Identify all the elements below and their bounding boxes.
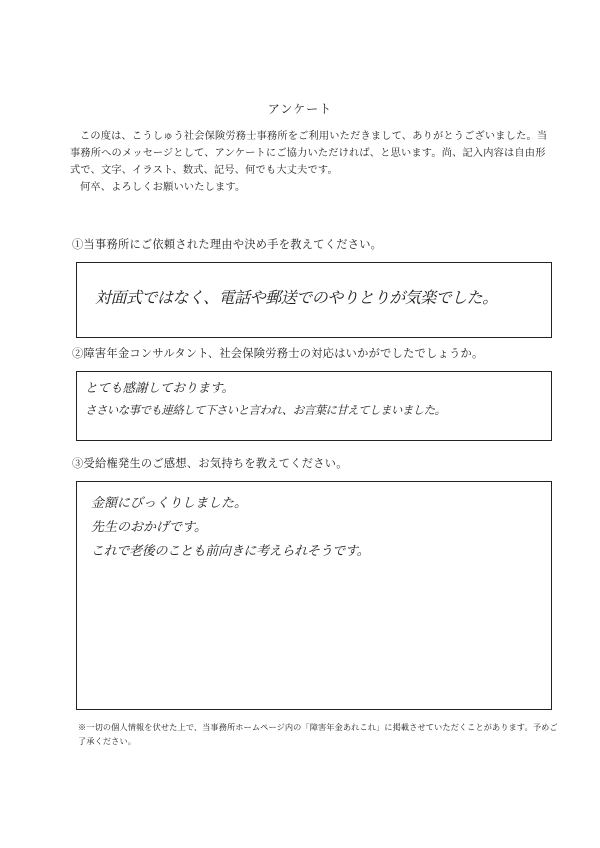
answer-2-line-1: とても感謝しております。 [85,380,235,395]
question-3-label: ③受給権発生のご感想、お気持ちを教えてください。 [72,457,348,470]
question-1-label: ①当事務所にご依頼された理由や決め手を教えてください。 [72,238,383,251]
answer-box-1 [76,262,552,338]
answer-box-3 [76,481,552,710]
intro-paragraph: この度は、こうしゅう社会保険労務士事務所をご利用いただきまして、ありがとうございました。当事務所へのメッセージとして、アンケートにご協力いただければ、と思います。尚、記入内容は自由形式で、文字、イラスト、数式、記号、何でも大丈夫です。 [70,131,548,176]
answer-3-line-1: 金額にびっくりしました。 [91,496,248,511]
survey-title: アンケート [267,102,333,116]
answer-2-line-2: ささいな事でも連絡して下さいと言われ、お言葉に甘えてしまいました。 [85,403,446,417]
answer-1-line-1: 対面式ではなく、電話や郵送でのやりとりが気楽でした。 [95,288,498,307]
privacy-footnote: ※一切の個人情報を伏せた上で、当事務所ホームページ内の「障害年金あれこれ」に掲載させていただくことがあります。予めご了承ください。 [78,722,558,746]
answer-box-2 [76,371,552,441]
intro-closing: 何卒、よろしくお願いいたします。 [80,182,246,193]
survey-intro [70,128,552,196]
question-2-label: ②障害年金コンサルタント、社会保険労務士の対応はいかがでしたでしょうか。 [72,347,484,360]
answer-3-line-2: 先生のおかげです。 [91,520,207,535]
answer-3-line-3: これで老後のことも前向きに考えられそうです。 [91,544,370,559]
